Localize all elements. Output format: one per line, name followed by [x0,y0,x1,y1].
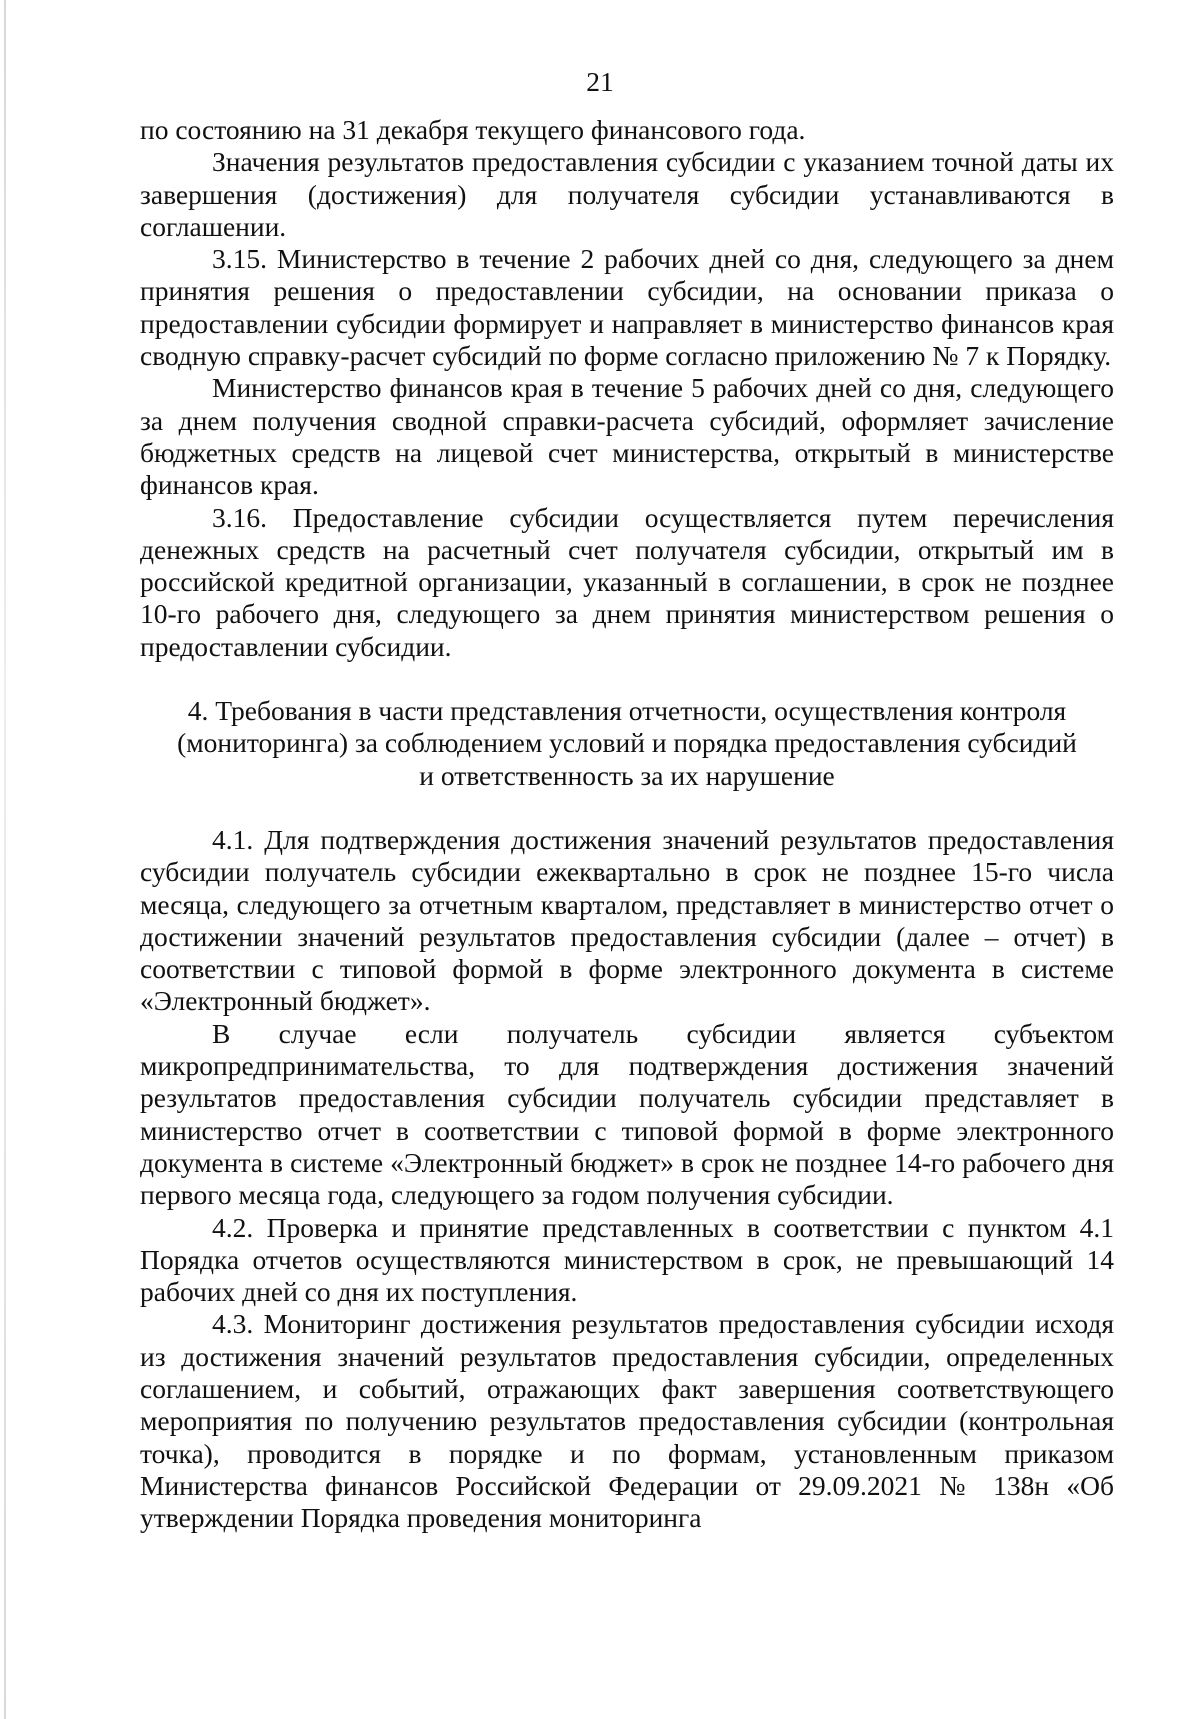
paragraph-results-values: Значения результатов предоставления субсидии с указанием точной даты их завершения (достижения) для получателя субсидии устанавливаются в соглашении. [140,146,1114,242]
section-heading-line-3: и ответственность за их нарушение [419,759,835,791]
section-heading [140,695,1114,792]
paragraph-4-1: 4.1. Для подтверждения достижения значений результатов предоставления субсидии получатель субсидии ежеквартально в срок не позднее 15-го числа месяца, следующего за отчетным кварталом, представляет в министерство отчет о достижении значений результатов предоставления субсидии (далее – отчет) в соответствии с типовой формой в форме электронного документа в системе «Электронный бюджет». [140,823,1114,1017]
section-heading-line-1: 4. Требования в части представления отчетности, осуществления контроля [187,695,1067,727]
paragraph-ministry-finance: Министерство финансов края в течение 5 рабочих дней со дня, следующего за днем получения сводной справки-расчета субсидий, оформляет зачисление бюджетных средств на лицевой счет министерства, открытый в министерстве финансов края. [140,372,1114,501]
paragraph-4-3: 4.3. Мониторинг достижения результатов предоставления субсидии исходя из достижения значений результатов предоставления субсидии, определенных соглашением, и событий, отражающих факт завершения соответствующего мероприятия по получению результатов предоставления субсидии (контрольная точка), проводится в порядке и по формам, установленным приказом Министерства финансов Российской Федерации от 29.09.2021 № 138н «Об утверждении Порядка проведения мониторинга [140,1308,1114,1534]
page-number: 21 [586,66,614,97]
section-heading-line-2: (мониторинга) за соблюдением условий и порядка предоставления субсидий [177,727,1077,759]
scan-edge-decoration [4,0,6,1719]
paragraph-micro-enterprise: В случае если получатель субсидии является субъектом микропредпринимательства, то для подтверждения достижения значений результатов предоставления субсидии получатель субсидии представляет в министерство отчет в соответствии с типовой формой в форме электронного документа в системе «Электронный бюджет» в срок не позднее 14-го рабочего дня первого месяца года, следующего за годом получения субсидии. [140,1017,1114,1211]
paragraph-3-15: 3.15. Министерство в течение 2 рабочих дней со дня, следующего за днем принятия решения о предоставлении субсидии, на основании приказа о предоставлении субсидии формирует и направляет в министерство финансов края сводную справку-расчет субсидий по форме согласно приложению № 7 к Порядку. [140,243,1114,372]
paragraph-3-16: 3.16. Предоставление субсидии осуществляется путем перечисления денежных средств на расчетный счет получателя субсидии, открытый им в российской кредитной организации, указанный в соглашении, в срок не позднее 10-го рабочего дня, следующего за днем принятия министерством решения о предоставлении субсидии. [140,501,1114,662]
paragraph-continuation: по состоянию на 31 декабря текущего финансового года. [140,114,806,145]
paragraph-4-2: 4.2. Проверка и принятие представленных в соответствии с пунктом 4.1 Порядка отчетов осуществляются министерством в срок, не превышающий 14 рабочих дней со дня их поступления. [140,1211,1114,1308]
document-body [140,114,1114,1534]
